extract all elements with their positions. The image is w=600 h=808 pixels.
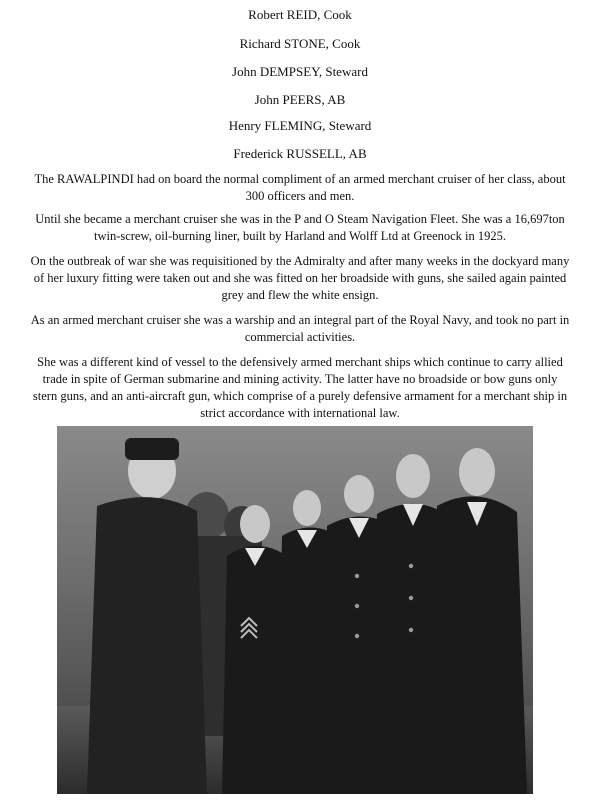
crew-member: Robert REID, Cook bbox=[248, 7, 352, 22]
paragraph-defensive-ships: She was a different kind of vessel to the defensively armed merchant ships which continue to carry allied trade in spite of German submarine and mining activity. The latter have no broadside or bow guns only stern guns, and an anti-aircraft gun, which comprise of a purely defensive armament for a merchant ship in strict accordance with international law. bbox=[32, 355, 568, 420]
paragraph-warship: As an armed merchant cruiser she was a warship and an integral part of the Royal Navy, and took no part in commercial activities. bbox=[30, 313, 570, 344]
crew-member: John PEERS, AB bbox=[254, 92, 346, 107]
paragraph-complement: The RAWALPINDI had on board the normal compliment of an armed merchant cruiser of her class, about 300 officers and men. bbox=[34, 172, 566, 203]
crew-member: Richard STONE, Cook bbox=[239, 36, 361, 51]
photo-image bbox=[57, 426, 533, 794]
crew-member: John DEMPSEY, Steward bbox=[232, 64, 368, 79]
paragraph-requisition: On the outbreak of war she was requisitioned by the Admiralty and after many weeks in the dockyard many of her luxury fitting were taken out and she was fitted on her broadside with guns, she sailed again painted grey and flew the white ensign. bbox=[30, 254, 570, 302]
crew-inspection-photo bbox=[57, 426, 533, 794]
crew-member: Henry FLEMING, Steward bbox=[228, 118, 372, 133]
crew-member: Frederick RUSSELL, AB bbox=[233, 146, 367, 161]
paragraph-history: Until she became a merchant cruiser she was in the P and O Steam Navigation Fleet. She was a 16,697ton twin-screw, oil-burning liner, built by Harland and Wolff Ltd at Greenock in 1925. bbox=[35, 212, 565, 243]
